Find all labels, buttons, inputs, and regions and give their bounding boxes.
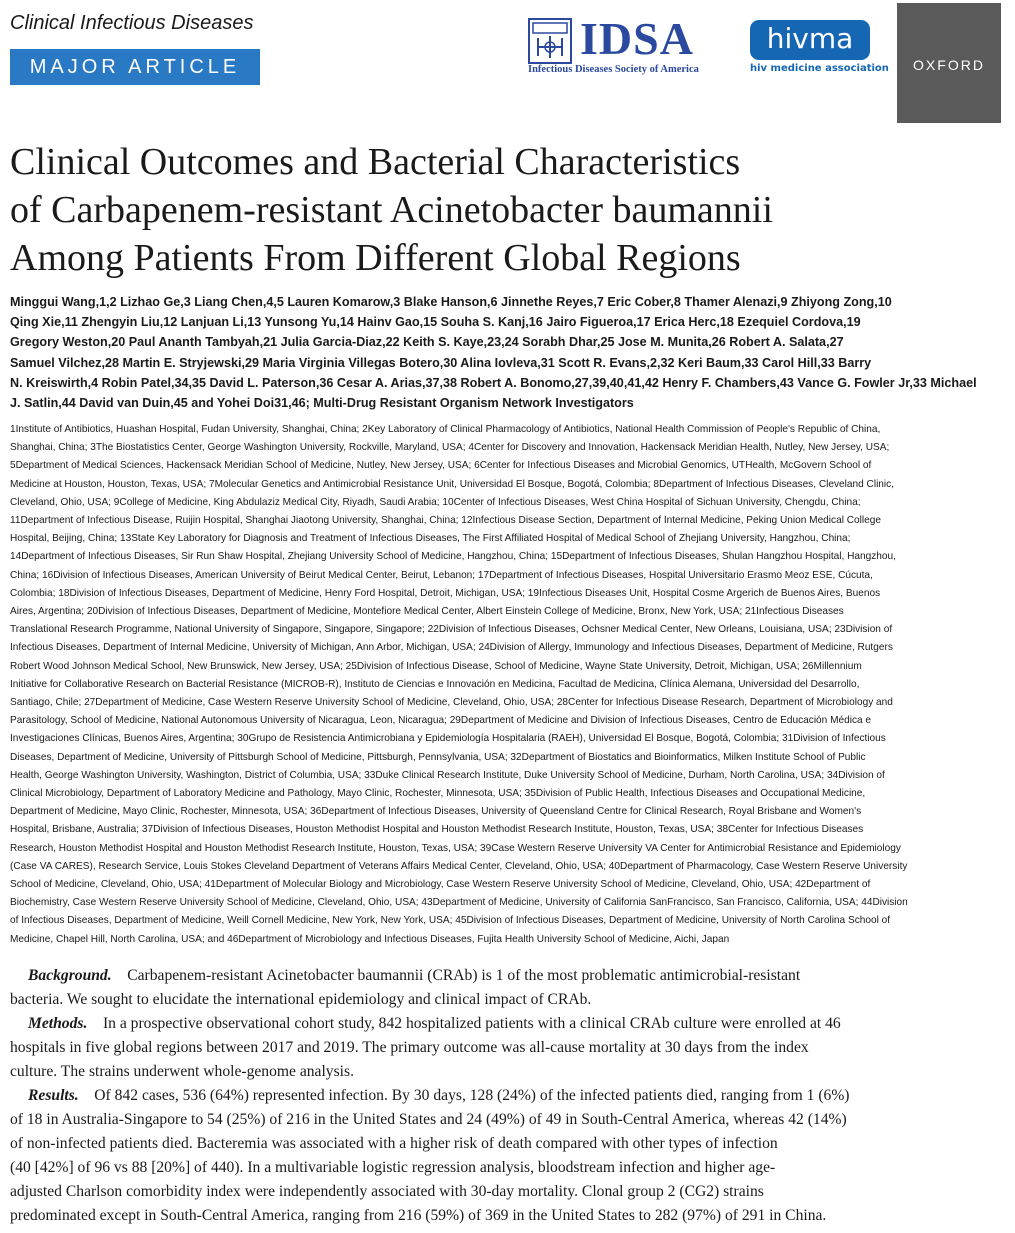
- abstract-background-line: [10, 964, 1000, 988]
- author-line: Gregory Weston,20 Paul Ananth Tambyah,21 Julia Garcia-Diaz,22 Keith S. Kaye,23,24 Sorabh Dhar,25 Jose M. Munita,26 Robert A. Salata,27: [10, 335, 844, 350]
- affiliation-line: Robert Wood Johnson Medical School, New Brunswick, New Jersey, USA; 25Division of Infectious Disease, School of Medicine, Wayne State University, Detroit, Michigan, USA; 26Millennium: [10, 660, 862, 672]
- affiliation-line: Aires, Argentina; 20Division of Infectious Diseases, Department of Medicine, Montefiore Medical Center, Albert Einstein College of Medicine, Bronx, New York, USA; 21Infectious Diseases: [10, 606, 844, 618]
- title-line: Clinical Outcomes and Bacterial Characteristics: [10, 141, 741, 183]
- affiliation-line: Clinical Microbiology, Department of Laboratory Medicine and Pathology, Mayo Clinic, Rochester, Minnesota, USA; 35Division of Public Health, Infectious Diseases and Occupational Medicine,: [10, 788, 866, 800]
- affiliation-line: Health, George Washington University, Washington, District of Columbia, USA; 33Duke Clinical Research Institute, Duke University School of Medicine, Durham, North Carolina, USA; 34Division of: [10, 769, 885, 781]
- affiliation-line: Investigaciones Clínicas, Buenos Aires, Argentina; 30Grupo de Resistencia Antimicrobiana y Epidemiología Hospitalaria (RAEH), Universidad El Bosque, Bogotá, Colombia; 31Division of Infectious: [10, 733, 886, 745]
- abstract-results-line: of non-infected patients died. Bacteremia was associated with a higher risk of death compared with other types of infection: [10, 1135, 778, 1152]
- affiliation-line: Research, Houston Methodist Hospital and Houston Methodist Research Institute, Houston, Texas, USA; 39Case Western Reserve University VA Center for Antimicrobial Resistance and Epidemiology: [10, 842, 901, 854]
- idsa-full-name: Infectious Diseases Society of America: [528, 64, 699, 75]
- results-label: Results.: [28, 1087, 79, 1104]
- affiliation-line: Department of Medicine, Mayo Clinic, Rochester, Minnesota, USA; 36Department of Infectious Diseases, University of Queensland Centre for Clinical Research, Royal Brisbane and Women's: [10, 806, 862, 818]
- title-line: Among Patients From Different Global Regions: [10, 237, 741, 279]
- affiliation-line: 5Department of Medical Sciences, Hackensack Meridian School of Medicine, Nutley, New Jersey, USA; 6Center for Infectious Diseases and Microbial Genomics, UTHealth, McGovern School of: [10, 460, 872, 472]
- title-line: of Carbapenem-resistant Acinetobacter baumannii: [10, 189, 773, 231]
- author-line: Samuel Vilchez,28 Martin E. Stryjewski,29 Maria Virginia Villegas Botero,30 Alina Iovleva,31 Scott R. Evans,2,32 Keri Baum,33 Carol Hill,33 Barry: [10, 355, 872, 370]
- affiliation-line: Parasitology, School of Medicine, National Autonomous University of Nicaragua, Leon, Nicaragua; 29Department of Medicine and Division of Infectious Diseases, Centro de Educación Médica e: [10, 715, 872, 727]
- affiliation-line: 14Department of Infectious Diseases, Sir Run Shaw Hospital, Zhejiang University School of Medicine, Hangzhou, China; 15Department of Infectious Diseases, Shulan Hangzhou Hospital, Hangzhou,: [10, 551, 896, 563]
- abstract: [10, 964, 1000, 1228]
- publisher-logo: OXFORD: [897, 3, 1001, 123]
- affiliation-line: Medicine at Houston, Houston, Texas, USA; 7Molecular Genetics and Antimicrobial Resistance Unit, Universidad El Bosque, Bogotá, Colombia; 8Department of Infectious Diseases, Cleveland Clinic,: [10, 478, 895, 490]
- affiliation-list: [10, 421, 1005, 949]
- affiliation-line: (Case VA CARES), Research Service, Louis Stokes Cleveland Department of Veterans Affairs Medical Center, Cleveland, Ohio, USA; 40Department of Pharmacology, Case Western Reserve University: [10, 860, 908, 872]
- affiliation-line: Hospital, Beijing, China; 13State Key Laboratory for Diagnosis and Treatment of Infectious Diseases, The First Affiliated Hospital of Medical School of Zhejiang University, Hangzhou, China;: [10, 533, 851, 545]
- affiliation-line: Translational Research Programme, National University of Singapore, Singapore, Singapore; 22Division of Infectious Diseases, Ochsner Medical Center, New Orleans, Louisiana, USA; 23Division of: [10, 624, 893, 636]
- hivma-full-name: hiv medicine association: [750, 63, 889, 74]
- abstract-results-line: (40 [42%] of 96 vs 88 [20%] of 440). In a multivariable logistic regression analysis, bloodstream infection and higher age-: [10, 1159, 776, 1176]
- author-list: [10, 292, 1005, 413]
- affiliation-line: Diseases, Department of Medicine, University of Pittsburgh School of Medicine, Pittsburgh, Pennsylvania, USA; 32Department of Biostatics and Bioinformatics, Milken Institute School of Public: [10, 751, 866, 763]
- article-title: [10, 138, 1005, 282]
- affiliation-line: 1Institute of Antibiotics, Huashan Hospital, Fudan University, Shanghai, China; 2Key Laboratory of Clinical Pharmacology of Antibiotics, National Health Commission of People's Republic of China,: [10, 424, 881, 435]
- author-line: N. Kreiswirth,4 Robin Patel,34,35 David L. Paterson,36 Cesar A. Arias,37,38 Robert A. Bonomo,27,39,40,41,42 Henry F. Chambers,43 Vance G. Fowler Jr,33 Michael: [10, 375, 977, 390]
- abstract-methods-line: [10, 1012, 1000, 1036]
- affiliation-line: Initiative for Collaborative Research on Bacterial Resistance (MICROB-R), Instituto de Ciencias e Innovación en Medicina, Facultad de Medicina, Clínica Alemana, Universidad del Desarrollo,: [10, 678, 860, 690]
- abstract-results-line: of 18 in Australia-Singapore to 54 (25%) of 216 in the United States and 24 (49%) of 49 in South-Central America, whereas 42 (14%): [10, 1111, 847, 1128]
- background-text: Carbapenem-resistant Acinetobacter baumannii (CRAb) is 1 of the most problematic antimicrobial-resistant: [127, 967, 801, 984]
- methods-label: Methods.: [28, 1015, 88, 1032]
- idsa-emblem-icon: [528, 18, 572, 64]
- results-text: Of 842 cases, 536 (64%) represented infection. By 30 days, 128 (24%) of the infected patients died, ranging from 1 (6%): [94, 1087, 850, 1104]
- abstract-results-line: predominated except in South-Central America, ranging from 216 (59%) of 369 in the United States to 282 (97%) of 291 in China.: [10, 1207, 827, 1224]
- affiliation-line: Shanghai, China; 3The Biostatistics Center, George Washington University, Rockville, Maryland, USA; 4Center for Discovery and Innovation, Hackensack Meridian Health, Nutley, New Jersey, USA;: [10, 442, 890, 454]
- background-label: Background.: [28, 967, 112, 984]
- affiliation-line: Infectious Diseases, Department of Internal Medicine, University of Michigan, Ann Arbor, Michigan, USA; 24Division of Allergy, Immunology and Infectious Diseases, Department of Medicine, Rutgers: [10, 642, 893, 654]
- affiliation-line: China; 16Division of Infectious Diseases, American University of Beirut Medical Center, Beirut, Lebanon; 17Department of Infectious Diseases, Hospital Universitario Erasmo Meoz ESE, Cúcuta,: [10, 569, 873, 581]
- abstract-methods-line: hospitals in five global regions between 2017 and 2019. The primary outcome was all-cause mortality at 30 days from the index: [10, 1039, 809, 1056]
- journal-name: Clinical Infectious Diseases: [10, 12, 254, 34]
- idsa-logo: [528, 13, 738, 78]
- article-type-badge: MAJOR ARTICLE: [10, 49, 260, 85]
- methods-text: In a prospective observational cohort study, 842 hospitalized patients with a clinical CRAb culture were enrolled at 46: [102, 1015, 841, 1032]
- abstract-methods-line: culture. The strains underwent whole-genome analysis.: [10, 1063, 354, 1080]
- affiliation-line: Medicine, Chapel Hill, North Carolina, USA; and 46Department of Microbiology and Infectious Diseases, Fujita Health University School of Medicine, Aichi, Japan: [10, 933, 730, 945]
- hivma-logo: [750, 20, 889, 76]
- affiliation-line: Cleveland, Ohio, USA; 9College of Medicine, King Abdulaziz Medical City, Riyadh, Saudi Arabia; 10Center of Infectious Diseases, West China Hospital of Sichuan University, Chengdu, China;: [10, 496, 861, 508]
- hivma-wordmark: hivma: [750, 20, 870, 60]
- affiliation-line: 11Department of Infectious Disease, Ruijin Hospital, Shanghai Jiaotong University, Shanghai, China; 12Infectious Disease Section, Department of Internal Medicine, Peking Union Medical College: [10, 515, 881, 527]
- affiliation-line: Santiago, Chile; 27Department of Medicine, Case Western Reserve University School of Medicine, Cleveland, Ohio, USA; 28Center for Infectious Disease Research, Department of Microbiology and: [10, 697, 893, 709]
- affiliation-line: of Infectious Diseases, Department of Medicine, Weill Cornell Medicine, New York, New York, USA; 45Division of Infectious Diseases, Department of Medicine, University of North Carolina School of: [10, 915, 891, 927]
- affiliation-line: Biochemistry, Case Western Reserve University School of Medicine, Cleveland, Ohio, USA; 43Department of Medicine, University of California SanFrancisco, San Francisco, California, USA; 44Division: [10, 897, 908, 909]
- abstract-results-line: [10, 1084, 1000, 1108]
- idsa-wordmark: IDSA: [580, 13, 694, 64]
- affiliation-line: School of Medicine, Cleveland, Ohio, USA; 41Department of Molecular Biology and Microbiology, Case Western Reserve University School of Medicine, Cleveland, Ohio, USA; 42Department of: [10, 879, 871, 891]
- author-line: Qing Xie,11 Zhengyin Liu,12 Lanjuan Li,13 Yunsong Yu,14 Hainv Gao,15 Souha S. Kanj,16 Jairo Figueroa,17 Erica Herc,18 Ezequiel Cordova,19: [10, 315, 861, 330]
- abstract-results-line: adjusted Charlson comorbidity index were independently associated with 30-day mortality. Clonal group 2 (CG2) strains: [10, 1183, 764, 1200]
- author-line: J. Satlin,44 David van Duin,45 and Yohei Doi31,46; Multi-Drug Resistant Organism Network Investigators: [10, 396, 634, 411]
- author-line: Minggui Wang,1,2 Lizhao Ge,3 Liang Chen,4,5 Lauren Komarow,3 Blake Hanson,6 Jinnethe Reyes,7 Eric Cober,8 Thamer Alenazi,9 Zhiyong Zong,10: [10, 295, 892, 309]
- affiliation-line: Hospital, Brisbane, Australia; 37Division of Infectious Diseases, Houston Methodist Hospital and Houston Methodist Research Institute, Houston, Texas, USA; 38Center for Infectious Diseases: [10, 824, 864, 836]
- affiliation-line: Colombia; 18Division of Infectious Diseases, Department of Medicine, Henry Ford Hospital, Detroit, Michigan, USA; 19Infectious Diseases Unit, Hospital Cosme Argerich de Buenos Aires, Buenos: [10, 587, 881, 599]
- abstract-background-line: bacteria. We sought to elucidate the international epidemiology and clinical impact of CRAb.: [10, 991, 592, 1008]
